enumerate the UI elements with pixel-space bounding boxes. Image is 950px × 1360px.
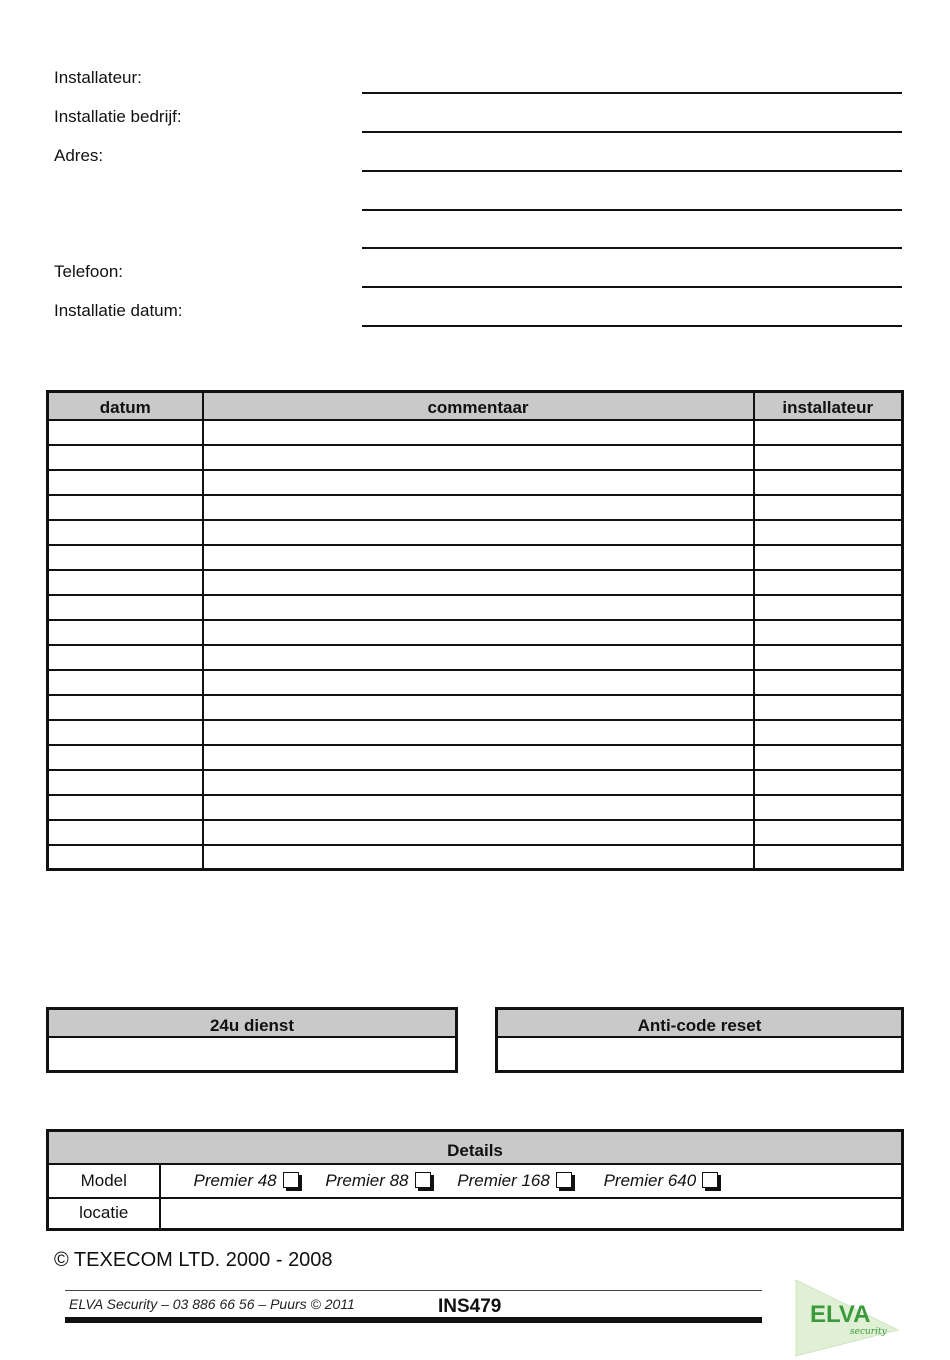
table-row — [48, 620, 903, 645]
date-cell[interactable] — [48, 495, 203, 520]
checkbox-icon[interactable] — [283, 1172, 299, 1188]
comment-cell[interactable] — [203, 770, 754, 795]
model-option-premier-88[interactable] — [325, 1171, 430, 1191]
date-cell[interactable] — [48, 745, 203, 770]
company-line: ELVA Security – 03 886 66 56 – Puurs © 2011 — [69, 1296, 355, 1312]
comment-cell[interactable] — [203, 445, 754, 470]
date-cell[interactable] — [48, 820, 203, 845]
table-row — [48, 845, 903, 870]
model-option-label: Premier 88 — [325, 1170, 409, 1190]
date-cell[interactable] — [48, 695, 203, 720]
logo-subtext: security — [850, 1327, 887, 1337]
anti-code-reset-box — [495, 1007, 904, 1073]
date-cell[interactable] — [48, 445, 203, 470]
date-cell[interactable] — [48, 545, 203, 570]
installer-field[interactable] — [362, 92, 902, 94]
date-cell[interactable] — [48, 420, 203, 445]
installer-cell[interactable] — [754, 795, 903, 820]
column-header-comment: commentaar — [203, 392, 754, 420]
comment-cell[interactable] — [203, 845, 754, 870]
comment-cell[interactable] — [203, 795, 754, 820]
model-option-premier-168[interactable] — [457, 1171, 572, 1191]
copyright-text: © TEXECOM LTD. 2000 - 2008 — [54, 1249, 333, 1271]
installer-cell[interactable] — [754, 645, 903, 670]
comment-cell[interactable] — [203, 820, 754, 845]
date-cell[interactable] — [48, 570, 203, 595]
table-row — [48, 520, 903, 545]
comment-cell[interactable] — [203, 470, 754, 495]
table-row — [48, 770, 903, 795]
installer-cell[interactable] — [754, 745, 903, 770]
service-24h-box — [46, 1007, 458, 1073]
footer-divider-thin — [65, 1290, 762, 1291]
installation-date-field[interactable] — [362, 325, 902, 327]
installer-cell[interactable] — [754, 595, 903, 620]
table-row — [48, 645, 903, 670]
installer-cell[interactable] — [754, 620, 903, 645]
installer-cell[interactable] — [754, 695, 903, 720]
model-option-label: Premier 48 — [193, 1170, 277, 1190]
anti-code-reset-field[interactable] — [498, 1038, 901, 1071]
installer-cell[interactable] — [754, 520, 903, 545]
column-header-installer: installateur — [754, 392, 903, 420]
comment-cell[interactable] — [203, 495, 754, 520]
date-cell[interactable] — [48, 620, 203, 645]
installation-company-label: Installatie bedrijf: — [54, 107, 182, 126]
comment-cell[interactable] — [203, 595, 754, 620]
model-label: Model — [48, 1164, 160, 1198]
logo-text: ELVA — [810, 1301, 871, 1328]
installer-cell[interactable] — [754, 770, 903, 795]
location-label: locatie — [48, 1198, 160, 1230]
comment-cell[interactable] — [203, 520, 754, 545]
model-option-premier-640[interactable] — [604, 1171, 719, 1191]
date-cell[interactable] — [48, 470, 203, 495]
table-row — [48, 420, 903, 445]
details-title: Details — [48, 1131, 903, 1164]
comment-cell[interactable] — [203, 720, 754, 745]
installation-date-label: Installatie datum: — [54, 301, 183, 320]
comment-cell[interactable] — [203, 695, 754, 720]
date-cell[interactable] — [48, 795, 203, 820]
installer-cell[interactable] — [754, 820, 903, 845]
comment-cell[interactable] — [203, 620, 754, 645]
address-label: Adres: — [54, 146, 104, 165]
installer-cell[interactable] — [754, 445, 903, 470]
address-field-line-1[interactable] — [362, 170, 902, 172]
comment-cell[interactable] — [203, 670, 754, 695]
table-row — [48, 570, 903, 595]
installer-cell[interactable] — [754, 495, 903, 520]
phone-field[interactable] — [362, 286, 902, 288]
date-cell[interactable] — [48, 670, 203, 695]
model-option-label: Premier 168 — [457, 1170, 550, 1190]
installation-company-field[interactable] — [362, 131, 902, 133]
installer-label: Installateur: — [54, 68, 142, 87]
comment-cell[interactable] — [203, 570, 754, 595]
checkbox-icon[interactable] — [702, 1172, 718, 1188]
comment-cell[interactable] — [203, 645, 754, 670]
table-row — [48, 595, 903, 620]
table-row — [48, 495, 903, 520]
table-row — [48, 795, 903, 820]
installer-cell[interactable] — [754, 845, 903, 870]
table-row — [48, 695, 903, 720]
installer-cell[interactable] — [754, 720, 903, 745]
installer-cell[interactable] — [754, 545, 903, 570]
anti-code-reset-title: Anti-code reset — [498, 1010, 901, 1038]
model-option-premier-48[interactable] — [194, 1171, 299, 1191]
comment-cell[interactable] — [203, 745, 754, 770]
installer-cell[interactable] — [754, 420, 903, 445]
service-24h-title: 24u dienst — [49, 1010, 455, 1038]
comment-cell[interactable] — [203, 545, 754, 570]
phone-label: Telefoon: — [54, 262, 123, 281]
date-cell[interactable] — [48, 645, 203, 670]
service-24h-field[interactable] — [49, 1038, 455, 1071]
date-cell[interactable] — [48, 770, 203, 795]
date-cell[interactable] — [48, 520, 203, 545]
checkbox-icon[interactable] — [415, 1172, 431, 1188]
installer-cell[interactable] — [754, 670, 903, 695]
table-row — [48, 820, 903, 845]
installer-cell[interactable] — [754, 470, 903, 495]
table-row — [48, 670, 903, 695]
date-cell[interactable] — [48, 595, 203, 620]
date-cell[interactable] — [48, 720, 203, 745]
date-cell[interactable] — [48, 845, 203, 870]
service-log-table — [46, 390, 904, 871]
table-header-row — [48, 392, 903, 420]
footer-divider-thick — [65, 1317, 762, 1323]
table-row — [48, 445, 903, 470]
table-row — [48, 470, 903, 495]
table-row — [48, 720, 903, 745]
details-table — [46, 1129, 904, 1231]
column-header-date: datum — [48, 392, 203, 420]
address-field-line-2[interactable] — [362, 209, 902, 211]
elva-logo — [790, 1278, 902, 1358]
checkbox-icon[interactable] — [556, 1172, 572, 1188]
log-table-body — [48, 420, 903, 870]
model-options — [160, 1164, 903, 1198]
location-field[interactable] — [160, 1198, 903, 1230]
table-row — [48, 745, 903, 770]
comment-cell[interactable] — [203, 420, 754, 445]
model-option-label: Premier 640 — [603, 1170, 697, 1190]
document-code: INS479 — [438, 1296, 502, 1317]
address-field-line-3[interactable] — [362, 247, 902, 249]
installer-cell[interactable] — [754, 570, 903, 595]
table-row — [48, 545, 903, 570]
